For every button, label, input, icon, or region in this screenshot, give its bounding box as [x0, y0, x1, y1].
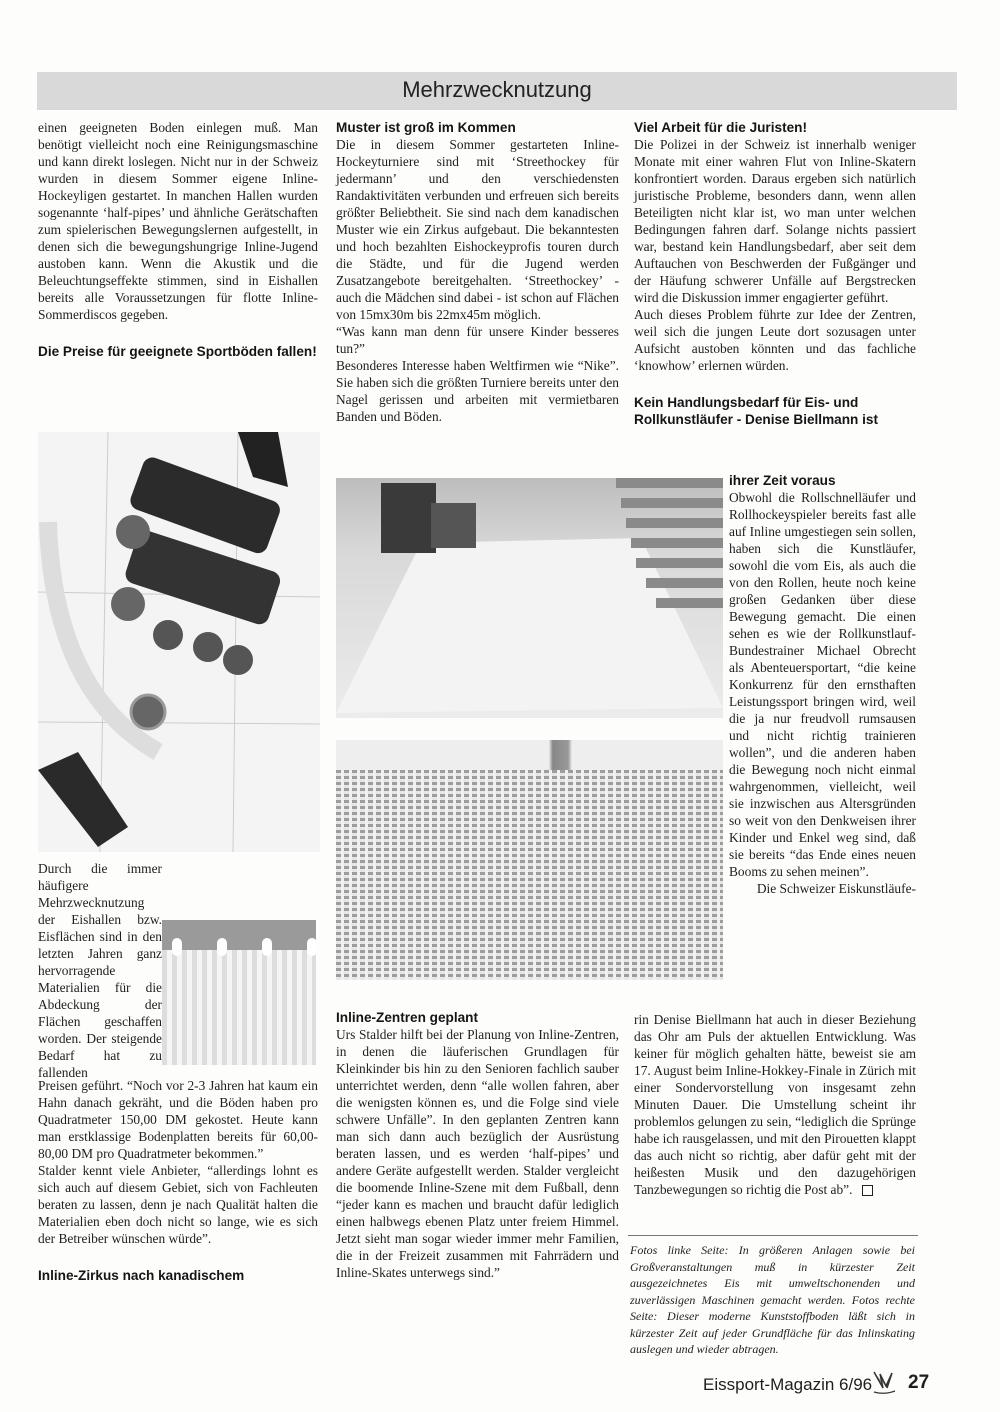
subheading: Kein Handlungsbedarf für Eis- und Rollkunstläufer - Denise Biellmann ist [634, 395, 878, 427]
paragraph: Stalder kennt viele Anbieter, “allerdings lohnt es sich auch auf diesem Gebiet, sich von Fachleuten beraten zu lassen, denn je nach Qualität halten die Materialien eben doch nicht so lange, wie es sich der Betreiber wünschen würde”. [38, 1163, 318, 1246]
paragraph: Besonderes Interesse haben Weltfirmen wie “Nike”. Sie haben sich die größten Turniere bereits unter den Nagel gerissen und arbeiten mit vermietbaren Banden und Böden. [336, 358, 619, 424]
paragraph: Preisen geführt. “Noch vor 2-3 Jahren hat kaum ein Hahn danach gekräht, und die Böden haben pro Quadratmeter 150,00 DM gekostet. Heute kann man erstklassige Bodenplatten bereits für 60,00-80,00 DM pro Quadratmeter bekommen.” [38, 1078, 318, 1161]
magazine-issue: Eissport-Magazin 6/96 [703, 1375, 873, 1394]
inline-skates-photo [38, 432, 320, 852]
floor-tiles-photo [162, 920, 316, 1065]
end-of-article-icon [862, 1185, 873, 1196]
paragraph: Die in diesem Sommer gestarteten Inline-Hockeyturniere sind mit ‘Streethockey für jedermann’ und den verschiedensten Randaktivitäten verbunden und erfreuen sich bereits größter Beliebtheit. Sie sind nach dem kanadischen Muster wie ein Zirkus aufgebaut. Die bekanntesten und hoch bezahlten Eishockeyprofis touren durch die Städte, und für die Jugend werden Zusatzangebote bereitgehalten. ‘Streethockey’ - auch die Mädchen sind dabei - ist schon auf Flächen von 15mx30m bis 22mx45m möglich. [336, 137, 619, 322]
paragraph: einen geeigneten Boden einlegen muß. Man benötigt vielleicht noch eine Reinigungsmaschine und kann direkt loslegen. Nicht nur in der Schweiz wurden in diesem Sommer eigene Inline-Hockeyligen gestartet. In manchen Hallen wurden sogenannte ‘half-pipes’ und ähnliche Gerätschaften zum spielerischen Bewegungslernen aufgestellt, in denen sich die bewegungshungrige Inline-Jugend austoben kann. Wenn die Akustik und die Beleuchtungseffekte stimmen, sind in Eishallen bereits alle Voraussetzungen für flotte Inline-Sommerdiscos gegeben. [38, 120, 318, 322]
subheading: Viel Arbeit für die Juristen! [634, 120, 807, 135]
column-1-wrap-text [38, 860, 162, 1081]
floor-texture-photo [336, 740, 723, 980]
paragraph: rin Denise Biellmann hat auch in dieser Beziehung das Ohr am Puls der aktuellen Entwicklung. Was keiner für möglich gehalten hätte, beweist sie am 17. August beim Inline-Hokkey-Finale in Zürich mit einer Sondervorstellung von insgesamt zehn Minuten Dauer. Die Umstellung scheint ihr problemlos gelungen zu sein, “lediglich die Sprünge habe ich rausgelassen, und mit den Pirouetten klappt das auch nicht so richtig, aber dafür geht mit der heißesten Musik und den dazugehörigen Tanzbewegungen so richtig die Post ab”. [634, 1012, 916, 1197]
paragraph: Auch dieses Problem führte zur Idee der Zentren, weil sich die jungen Leute dort sozusagen unter Aufsicht austoben könnten und das fachliche ‘knowhow’ erlernen würden. [634, 307, 916, 373]
subheading: Inline-Zirkus nach kanadischem [38, 1268, 245, 1283]
section-title: Mehrzwecknutzung [402, 77, 592, 102]
column-1-top [38, 119, 318, 360]
caption-divider [628, 1235, 918, 1236]
column-3-wrap-text [729, 472, 916, 897]
paragraph: Die Polizei in der Schweiz ist innerhalb weniger Monate mit einer wahren Flut von Inline-Skatern konfrontiert worden. Daraus ergeben sich natürlich juristische Probleme, besonders dann, wenn allen Beteiligten nicht klar ist, wo man unter welchen Bedingungen fahren darf. Solange nichts passiert war, bestand kein Handlungsbedarf, aber seit dem Auftauchen von Beschwerden der Fußgänger und der Häufung schwerer Unfälle auf Bergstrecken wird die Diskussion immer engagierter geführt. [634, 137, 916, 305]
hall-floor-photo [336, 478, 723, 718]
skater-logo-icon [870, 1370, 898, 1396]
subheading: Die Preise für geeignete Sportböden fallen! [38, 344, 317, 359]
column-2-bottom [336, 1009, 619, 1281]
subheading: Inline-Zentren geplant [336, 1010, 478, 1025]
column-3-bottom [634, 1011, 916, 1198]
photo-caption: Fotos linke Seite: In größeren Anlagen sowie bei Großveranstaltungen muß in kürzester Zeit ausgezeichnetes Eis mit umweltschonenden und zuverlässigen Maschinen gemacht werden. Fotos rechte Seite: Dieser moderne Kunststoffboden läßt sich in kürzester Zeit auf jeder Grundfläche für das Inlinskating auslegen und wieder abtragen. [630, 1243, 915, 1356]
subheading-continued: ihrer Zeit voraus [729, 473, 836, 488]
column-3-top [634, 119, 916, 428]
paragraph: Urs Stalder hilft bei der Planung von Inline-Zentren, in denen die läuferischen Grundlagen für Kleinkinder bis hin zu den Senioren fachlich sauber unterrichtet werden, denn “alle wollen fahren, aber die wenigsten können es, und die Folge sind viele schwere Unfälle”. In den geplanten Zentren kann man sich dann auch bezüglich der Ausrüstung beraten lassen, und es werden ‘half-pipes’ und andere Geräte aufgestellt werden. Stalder vergleicht die boomende Inline-Szene mit dem Fußball, denn “jeder kann es machen und braucht dafür lediglich einen halbwegs ebenen Platz unter freiem Himmel. Jetzt sieht man sogar wieder immer mehr Familien, die in der Freizeit zusammen mit Fahrrädern und Inline-Skates unterwegs sind.” [336, 1027, 619, 1280]
paragraph: “Was kann man denn für unsere Kinder besseres tun?” [336, 324, 619, 356]
section-header-bar [37, 72, 957, 110]
paragraph: Die Schweizer Eiskunstläufe- [756, 881, 916, 896]
column-1-bottom [38, 1077, 318, 1284]
subheading: Muster ist groß im Kommen [336, 120, 516, 135]
paragraph: Durch die immer häufigere Mehrzwecknutzung der Eishallen bzw. Eisflächen sind in den letzten Jahren ganz hervorragende Materialien für die Abdeckung der Flächen geschaffen worden. Der steigende Bedarf hat zu fallenden [38, 861, 162, 1080]
column-2-top [336, 119, 619, 425]
paragraph: Obwohl die Rollschnelläufer und Rollhockeyspieler bereits fast alle auf Inline umgestiegen sein sollen, haben sich die Kunstläufer, sowohl die vom Eis, als auch die von den Rollen, heute noch keine großen Gedanken über diese Bewegung gemacht. Die einen sehen es wie der Rollkunstlauf-Bundestrainer Michael Obrecht als Abenteuersportart, “die keine Konkurrenz für den ernsthaften Leistungssport bringen wird, weil die ja nur freudvoll rumsausen und nicht richtig trainieren wollen”, und die anderen haben die Bewegung noch nicht einmal wahrgenommen, vielleicht, weil sie inzwischen aus Altersgründen so weit von den Denkweisen ihrer Kinder und Enkel weg sind, daß sie bereits “das Ende eines neuen Booms zu sehen meinen”. [729, 490, 916, 879]
page-number: 27 [908, 1372, 930, 1393]
